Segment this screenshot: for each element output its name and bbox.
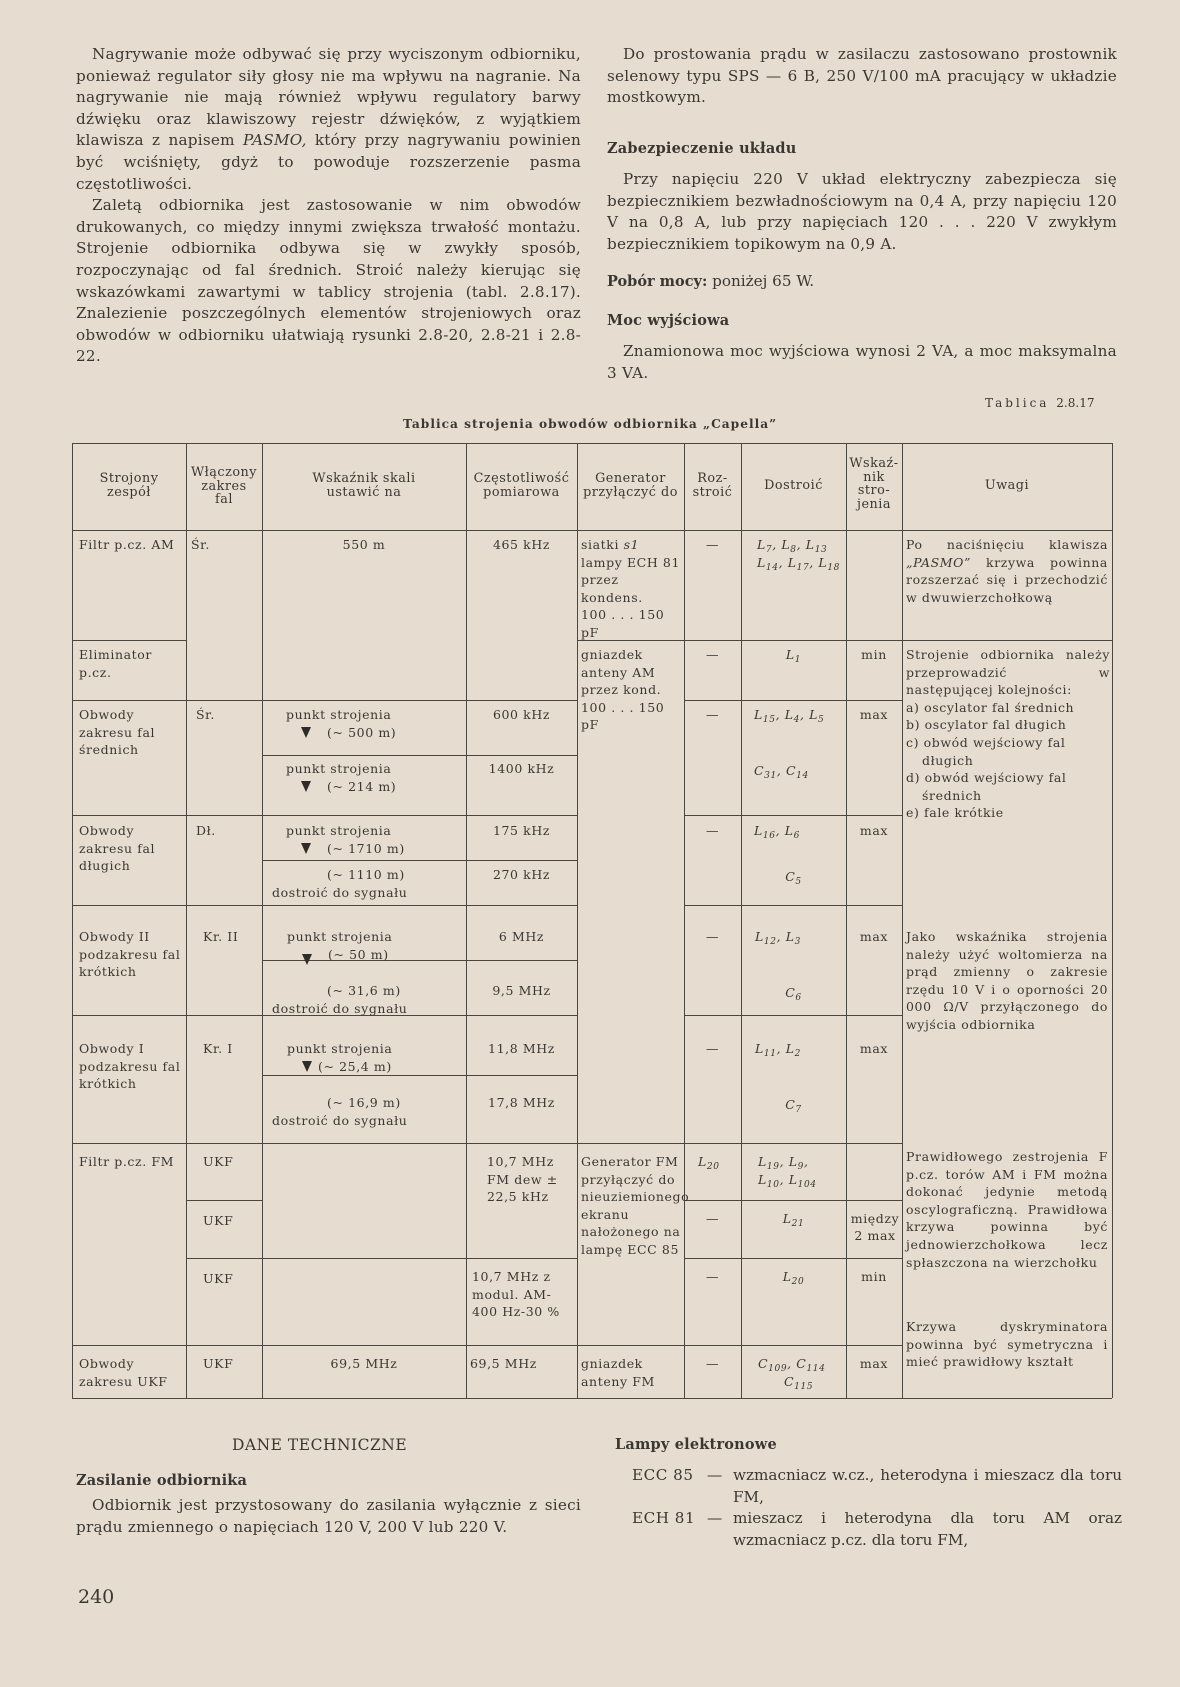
cell-zakres: Kr. I bbox=[203, 1041, 233, 1056]
cell-czest: 10,7 MHz FM dew ± 22,5 kHz bbox=[487, 1154, 558, 1205]
cell-skala bbox=[287, 928, 465, 965]
cell-zespol: Obwody zakresu fal długich bbox=[79, 823, 156, 874]
header-text: Roz- bbox=[697, 471, 728, 486]
header-text: Strojony bbox=[99, 471, 159, 486]
skala-text: (~ 1710 m) bbox=[327, 840, 405, 856]
header-generator bbox=[577, 472, 684, 499]
row-rule bbox=[684, 1200, 902, 1201]
cell-rozstroic: — bbox=[705, 537, 720, 552]
gen-line: przez kond. bbox=[581, 682, 662, 698]
header-czestotliwosc bbox=[466, 472, 577, 499]
gen-text: siatki bbox=[581, 537, 620, 552]
header-text: Częstotliwość bbox=[473, 471, 570, 486]
gen-line: lampy ECH 81 bbox=[581, 554, 681, 570]
cell-skala bbox=[272, 866, 466, 901]
cell-uwagi: Krzywa dyskryminatora powinna być symetryczna i mieć prawidłowy kształt bbox=[906, 1319, 1108, 1370]
skala-line: dostroić do sygnału bbox=[272, 884, 408, 900]
paragraph-text: który przy nagrywaniu powinien być wciśnięty, gdyż to powoduje rozszerzenie pasma częstotliwości. bbox=[76, 131, 582, 193]
uwagi-text: „PASMO” bbox=[906, 554, 971, 570]
skala-text: (~ 500 m) bbox=[327, 724, 397, 740]
skala-line: punkt strojenia bbox=[287, 929, 393, 944]
paragraph-zasilanie bbox=[76, 1495, 581, 1538]
col-line bbox=[1112, 443, 1113, 1398]
gen-line: gniazdek bbox=[581, 647, 643, 662]
row-rule bbox=[72, 1345, 902, 1346]
gen-line: przez bbox=[581, 572, 619, 588]
row-rule bbox=[684, 815, 902, 816]
header-text: nik bbox=[863, 469, 885, 485]
right-column-text bbox=[607, 44, 1117, 109]
power-label: Pobór mocy: bbox=[607, 273, 708, 290]
cell-skala bbox=[286, 706, 464, 741]
gen-text: s1 bbox=[623, 537, 640, 552]
cell-rozstroic: — bbox=[705, 1269, 720, 1284]
uwagi-line: b) oscylator fal długich bbox=[906, 717, 1067, 733]
tube-item bbox=[632, 1508, 1122, 1551]
skala-text: (~ 214 m) bbox=[327, 778, 397, 794]
row-rule bbox=[72, 700, 577, 701]
header-text: przyłączyć do bbox=[583, 484, 678, 500]
header-text: pomiarowa bbox=[483, 484, 560, 500]
cell-generator bbox=[581, 536, 683, 642]
cell-wskaznik: max bbox=[859, 1356, 889, 1371]
cell-skala bbox=[272, 1094, 466, 1129]
row-rule bbox=[186, 1258, 577, 1259]
skala-line bbox=[287, 946, 465, 965]
triangle-marker-icon bbox=[301, 781, 311, 792]
row-rule bbox=[684, 1258, 902, 1259]
uwagi-text: Po naciśnięciu klawisza bbox=[906, 537, 1108, 552]
cell-dostroic: $L_{11}$, $L_2$ bbox=[755, 1041, 801, 1059]
row-rule bbox=[684, 905, 902, 906]
heading-zabezpieczenie: Zabezpieczenie układu bbox=[607, 140, 797, 157]
header-text: jenia bbox=[856, 496, 891, 512]
tube-name: ECH 81 bbox=[632, 1509, 696, 1528]
cell-czest: 11,8 MHz bbox=[488, 1041, 555, 1056]
header-skala bbox=[262, 472, 466, 499]
cell-dostroic: $L_1$ bbox=[785, 647, 802, 665]
skala-line: punkt strojenia bbox=[286, 823, 392, 838]
col-line bbox=[262, 443, 263, 1398]
cell-czest: 6 MHz bbox=[498, 929, 545, 944]
col-line bbox=[577, 443, 578, 1398]
skala-line: dostroić do sygnału bbox=[272, 1000, 408, 1016]
row-rule bbox=[186, 1200, 262, 1201]
cell-generator bbox=[581, 646, 683, 734]
cell-zakres: UKF bbox=[203, 1356, 234, 1371]
dostroic-line: $L_{19}$, $L_9$, bbox=[758, 1154, 809, 1172]
section-title: DANE TECHNICZNE bbox=[232, 1436, 408, 1454]
cell-zespol: Filtr p.cz. FM bbox=[79, 1154, 175, 1169]
cell-dostroic: $L_{15}$, $L_4$, $L_5$ bbox=[754, 707, 825, 725]
cell-rozstroic: — bbox=[705, 1041, 720, 1056]
col-line bbox=[186, 443, 187, 1398]
skala-line: (~ 31,6 m) bbox=[327, 983, 401, 998]
header-text: Generator bbox=[595, 471, 666, 486]
heading-lampy: Lampy elektronowe bbox=[615, 1436, 777, 1453]
cell-rozstroic: — bbox=[705, 929, 720, 944]
cell-dostroic bbox=[758, 1355, 825, 1391]
power-value: poniżej 65 W. bbox=[712, 272, 815, 290]
gen-line bbox=[581, 536, 683, 554]
tube-desc: wzmacniacz w.cz., heterodyna i mieszacz dla toru FM, bbox=[733, 1466, 1122, 1506]
triangle-marker-icon bbox=[302, 1061, 312, 1072]
header-text: Włączony bbox=[190, 465, 258, 480]
col-line bbox=[72, 443, 73, 1398]
page-number: 240 bbox=[78, 1586, 115, 1608]
skala-line bbox=[286, 778, 464, 796]
cell-zespol: Obwody zakresu fal średnich bbox=[79, 707, 156, 758]
dostroic-line: $C_{109}$, $C_{114}$ bbox=[758, 1356, 826, 1374]
cell-skala: 550 m bbox=[342, 537, 386, 552]
header-text: stroić bbox=[692, 484, 733, 500]
header-zespol bbox=[72, 472, 186, 499]
paragraph-fuse bbox=[607, 169, 1117, 255]
paragraph-rectifier: Do prostowania prądu w zasilaczu zastosowano prostownik selenowy typu SPS — 6 B, 250 V/100 mA pracujący w układzie mostkowym. bbox=[607, 45, 1117, 107]
cell-dostroic: $C_{31}$, $C_{14}$ bbox=[754, 763, 809, 781]
header-uwagi bbox=[902, 479, 1112, 493]
header-text: Wskaźnik skali bbox=[312, 471, 416, 486]
header-rozstroic bbox=[684, 472, 741, 499]
header-text: zespół bbox=[107, 484, 151, 500]
cell-zespol: Obwody zakresu UKF bbox=[79, 1356, 168, 1389]
gen-line: anteny AM bbox=[581, 664, 656, 680]
cell-zespol: Filtr p.cz. AM bbox=[79, 537, 175, 552]
cell-zespol: Obwody I podzakresu fal krótkich bbox=[79, 1041, 181, 1092]
skala-line bbox=[286, 724, 464, 742]
cell-czest: 9,5 MHz bbox=[492, 983, 551, 998]
cell-dostroic: $C_5$ bbox=[785, 869, 802, 887]
table-title: Tablica strojenia obwodów odbiornika „Capella” bbox=[403, 417, 778, 431]
cell-wskaznik: między 2 max bbox=[850, 1211, 900, 1243]
tubes-list bbox=[632, 1465, 1122, 1551]
skala-line: (~ 16,9 m) bbox=[327, 1095, 401, 1110]
cell-rozstroic: — bbox=[705, 1356, 720, 1371]
col-line bbox=[902, 443, 903, 1398]
header-bottom-rule bbox=[72, 530, 1112, 531]
cell-skala bbox=[287, 1040, 465, 1075]
row-rule bbox=[72, 640, 186, 641]
paragraph-output-power bbox=[607, 341, 1117, 384]
cell-rozstroic: — bbox=[705, 707, 720, 722]
cell-zakres: Kr. II bbox=[203, 929, 239, 944]
dostroic-line: $C_{115}$ bbox=[784, 1374, 814, 1392]
header-text: Uwagi bbox=[984, 478, 1030, 493]
cell-czest: 600 kHz bbox=[492, 707, 551, 722]
triangle-marker-icon bbox=[301, 727, 311, 738]
power-consumption bbox=[607, 272, 814, 290]
cell-zakres: Dł. bbox=[196, 823, 216, 838]
tube-desc: mieszacz i heterodyna dla toru AM oraz wzmacniacz p.cz. dla toru FM, bbox=[733, 1509, 1122, 1549]
header-text: Dostroić bbox=[764, 478, 823, 493]
cell-zakres: Śr. bbox=[196, 707, 215, 722]
tube-name: ECC 85 bbox=[632, 1466, 694, 1484]
cell-uwagi: Jako wskaźnika strojenia należy użyć woltomierza na prąd zmienny o zakresie rzędu 10 V i o oporności 20 000 Ω/V przyłączonego do wyjścia odbiornika bbox=[906, 929, 1108, 1032]
uwagi-text: krzywa powinna rozszerzać się i przechodzić w dwuwierzchołkową bbox=[906, 554, 1108, 605]
cell-czest: 1400 kHz bbox=[488, 761, 555, 776]
header-wskaznik bbox=[846, 457, 902, 511]
row-rule bbox=[262, 860, 577, 861]
paragraph-advantage: Zaletą odbiornika jest zastosowanie w nim obwodów drukowanych, co między innymi zwiększa trwałość montażu. Strojenie odbiornika odbywa się w zwykły sposób, rozpoczynając od fal średnich. Stroić należy kierując się wskazówkami zawartymi w tablicy strojenia (tabl. 2.8.17). Znalezienie poszczególnych elementów strojeniowych oraz obwodów w odbiorniku ułatwiają rysunki 2.8-20, 2.8-21 i 2.8-22. bbox=[76, 196, 581, 366]
skala-line: punkt strojenia bbox=[286, 761, 392, 776]
cell-czest: 270 kHz bbox=[492, 867, 551, 882]
header-text: stro- bbox=[857, 483, 891, 498]
row-rule bbox=[72, 1143, 902, 1144]
gen-line: kondens. bbox=[581, 589, 643, 605]
gen-line: 100 . . . 150 pF bbox=[581, 699, 665, 733]
col-line bbox=[684, 443, 685, 1398]
col-line bbox=[741, 443, 742, 1398]
cell-wskaznik: max bbox=[859, 1041, 889, 1056]
cell-wskaznik: max bbox=[859, 707, 889, 722]
pasmo-italic: PASMO, bbox=[243, 131, 307, 150]
header-zakres bbox=[186, 466, 262, 507]
cell-rozstroic: $L_{20}$ bbox=[698, 1154, 720, 1172]
skala-text: (~ 25,4 m) bbox=[318, 1058, 392, 1074]
cell-czest: 69,5 MHz bbox=[470, 1356, 537, 1371]
cell-czest: 465 kHz bbox=[492, 537, 551, 552]
table-top-rule bbox=[72, 443, 1112, 444]
cell-dostroic: $L_{12}$, $L_3$ bbox=[755, 929, 801, 947]
cell-dostroic: $L_{21}$ bbox=[782, 1211, 805, 1229]
dostroic-line: $L_7$, $L_8$, $L_{13}$ bbox=[757, 537, 828, 555]
cell-czest: 10,7 MHz z modul. AM-400 Hz-30 % bbox=[472, 1269, 560, 1320]
skala-line bbox=[287, 1058, 465, 1076]
left-column-text bbox=[76, 44, 581, 368]
header-dostroic bbox=[741, 479, 846, 493]
cell-wskaznik: min bbox=[861, 1269, 887, 1284]
cell-skala bbox=[272, 982, 466, 1017]
skala-text: (~ 50 m) bbox=[328, 946, 389, 962]
paragraph-output-text: Znamionowa moc wyjściowa wynosi 2 VA, a moc maksymalna 3 VA. bbox=[607, 342, 1117, 382]
paragraph-recording bbox=[76, 44, 581, 195]
header-text: ustawić na bbox=[326, 484, 402, 500]
table-number-label: Tablica bbox=[985, 396, 1050, 410]
triangle-marker-icon bbox=[301, 843, 311, 854]
cell-wskaznik: max bbox=[859, 929, 889, 944]
cell-dostroic bbox=[758, 1153, 817, 1189]
skala-line: punkt strojenia bbox=[287, 1041, 393, 1056]
header-text: fal bbox=[215, 492, 233, 507]
tube-dash: — bbox=[707, 1466, 723, 1484]
col-line bbox=[466, 443, 467, 1398]
cell-generator: Generator FM przyłączyć do nieuziemionego ekranu nałożonego na lampę ECC 85 bbox=[581, 1154, 690, 1257]
row-rule bbox=[72, 815, 577, 816]
row-rule bbox=[684, 700, 902, 701]
cell-zakres: UKF bbox=[203, 1271, 234, 1286]
uwagi-line: c) obwód wejściowy fal długich bbox=[906, 734, 1066, 768]
heading-moc: Moc wyjściowa bbox=[607, 312, 730, 329]
cell-dostroic: $L_{20}$ bbox=[782, 1269, 805, 1287]
col-line bbox=[846, 443, 847, 1398]
cell-zakres: Śr. bbox=[191, 537, 210, 552]
tube-dash: — bbox=[707, 1509, 723, 1528]
triangle-marker-icon bbox=[302, 954, 312, 965]
uwagi-line: e) fale krótkie bbox=[906, 805, 1004, 821]
skala-line: punkt strojenia bbox=[286, 707, 392, 722]
cell-zakres: UKF bbox=[203, 1154, 234, 1169]
cell-czest: 17,8 MHz bbox=[488, 1095, 555, 1110]
skala-line bbox=[286, 840, 464, 858]
cell-zespol: Obwody II podzakresu fal krótkich bbox=[79, 929, 181, 980]
paragraph-text: Nagrywanie może odbywać się przy wyciszonym odbiorniku, ponieważ regulator siły głosy nie ma wpływu na nagranie. Na nagrywanie nie mają również wpływu regulatory barwy dźwięku oraz klawiszowy rejestr dźwięków, z wyjątkiem klawisza z napisem bbox=[76, 45, 581, 150]
cell-skala bbox=[286, 822, 464, 857]
table-number bbox=[985, 396, 1094, 410]
cell-dostroic: $L_{16}$, $L_6$ bbox=[754, 823, 800, 841]
header-text: zakres bbox=[201, 478, 247, 494]
cell-zakres: UKF bbox=[203, 1213, 234, 1228]
cell-generator: gniazdek anteny FM bbox=[581, 1356, 655, 1389]
cell-uwagi: Prawidłowego zestrojenia F p.cz. torów AM i FM można dokonać jedynie metodą oscylograficzną. Prawidłowa krzywa powinna być jednowierzchołkowa lecz spłaszczona na wierzchołku bbox=[906, 1149, 1108, 1270]
dostroic-line: $L_{10}$, $L_{104}$ bbox=[758, 1172, 817, 1190]
tube-item bbox=[632, 1465, 1122, 1508]
table-number-value: 2.8.17 bbox=[1056, 396, 1095, 410]
dostroic-line: $L_{14}$, $L_{17}$, $L_{18}$ bbox=[757, 555, 840, 573]
table-bottom-rule bbox=[72, 1398, 1112, 1399]
row-rule bbox=[262, 755, 577, 756]
cell-skala bbox=[286, 760, 464, 795]
row-rule bbox=[72, 905, 577, 906]
cell-wskaznik: max bbox=[859, 823, 889, 838]
cell-dostroic: $C_7$ bbox=[785, 1097, 802, 1115]
cell-uwagi bbox=[906, 646, 1110, 822]
gen-line: 100 . . . 150 pF bbox=[581, 607, 665, 640]
heading-zasilanie: Zasilanie odbiornika bbox=[76, 1472, 248, 1489]
cell-uwagi bbox=[906, 536, 1108, 606]
skala-line: dostroić do sygnału bbox=[272, 1112, 408, 1128]
paragraph-fuse-text: Przy napięciu 220 V układ elektryczny zabezpiecza się bezpiecznikiem bezwładnościowym na 0,4 A, przy napięciu 120 V na 0,8 A, lub przy napięciach 120 . . . 220 V zwykłym bezpiecznikiem topikowym na 0,9 A. bbox=[607, 170, 1117, 253]
uwagi-line: a) oscylator fal średnich bbox=[906, 699, 1075, 715]
cell-dostroic: $C_6$ bbox=[785, 985, 802, 1003]
cell-rozstroic: — bbox=[705, 823, 720, 838]
skala-line: (~ 1110 m) bbox=[327, 867, 405, 882]
cell-rozstroic: — bbox=[705, 1211, 720, 1226]
row-rule bbox=[902, 640, 1112, 641]
cell-dostroic bbox=[757, 536, 845, 572]
row-rule bbox=[684, 1015, 902, 1016]
paragraph-zasilanie-text: Odbiornik jest przystosowany do zasilania wyłącznie z sieci prądu zmiennego o napięciach 120 V, 200 V lub 220 V. bbox=[76, 1496, 581, 1536]
cell-skala: 69,5 MHz bbox=[330, 1356, 398, 1371]
uwagi-line: d) obwód wejściowy fal średnich bbox=[906, 770, 1067, 803]
cell-wskaznik: min bbox=[861, 647, 887, 662]
cell-rozstroic: — bbox=[705, 647, 720, 662]
uwagi-line: Strojenie odbiornika należy przeprowadzić w następującej kolejności: bbox=[906, 647, 1110, 698]
cell-zespol: Eliminator p.cz. bbox=[79, 647, 152, 680]
cell-czest: 175 kHz bbox=[492, 823, 551, 838]
header-text: Wskaź- bbox=[849, 456, 899, 471]
